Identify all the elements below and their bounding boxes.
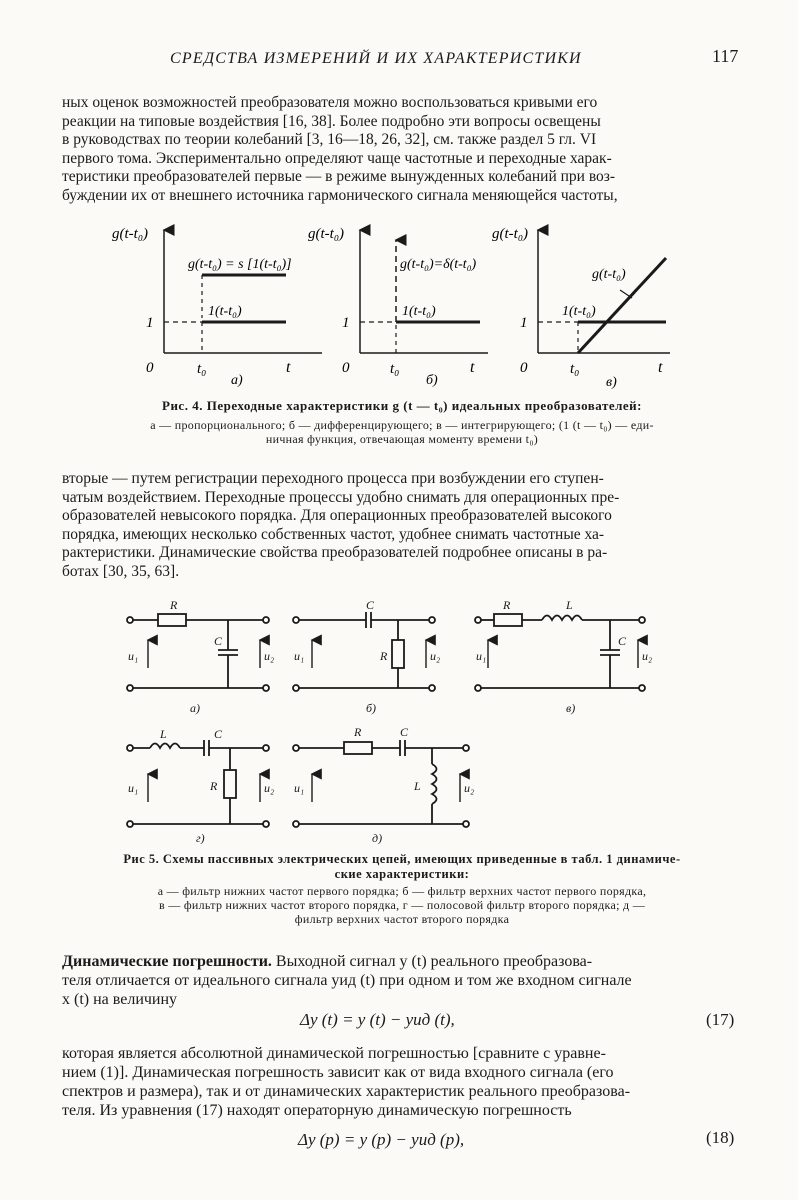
graph-c-origin: 0 — [520, 360, 528, 376]
caption-line: а — пропорционального; б — дифференцирующего; в — интегрирующего; (1 (t — t₀) — еди- — [150, 418, 654, 432]
graph-c-one-tick: 1 — [520, 315, 528, 331]
tag-c: в) — [566, 701, 576, 715]
text-line: x (t) на величину — [62, 991, 178, 1008]
text-line: порядка, имеющих несколько собственных частот, удобнее снимать частотные ха- — [62, 525, 605, 543]
graph-c-ylabel: g(t-t₀) — [492, 226, 529, 242]
graph-b-t-axis: t — [470, 359, 475, 376]
text-line: образователей невысокого порядка. Для операционных преобразователей высокого — [62, 507, 612, 525]
text-line: рактеристики. Динамические свойства преобразователей подробнее описаны в ра- — [62, 544, 608, 562]
text-line: первого тома. Экспериментально определяют чаще частотные и переходные харак- — [62, 149, 612, 167]
graph-a-one-tick: 1 — [146, 315, 154, 331]
label-C: C — [366, 598, 375, 612]
label-R: R — [354, 725, 362, 739]
graph-b-unit-label: 1(t-t₀) — [402, 304, 436, 319]
text-line: вторые — путем регистрации переходного процесса при возбуждении его ступен- — [62, 470, 604, 487]
section-heading: Динамические погрешности. — [62, 953, 272, 970]
label-R: R — [503, 598, 511, 612]
text-line-rest: Выходной сигнал y (t) реального преобразова- — [271, 953, 593, 970]
figure-5-caption-title — [62, 852, 742, 882]
tag-a: а) — [190, 701, 200, 715]
graph-c-curve-label: g(t-t₀) — [592, 267, 626, 282]
equation-18: Δy (p) = y (p) − yид (p), — [298, 1130, 465, 1149]
graph-a-t0-tick: t₀ — [197, 361, 207, 377]
transient-paragraph — [62, 470, 738, 582]
graph-b-differentiating — [308, 226, 488, 388]
figure-4-caption-text — [62, 418, 742, 446]
label-u2: u₂ — [264, 649, 275, 663]
label-u1: u₁ — [128, 781, 139, 795]
tag-e: д) — [372, 831, 383, 844]
caption-line: Рис 5. Схемы пассивных электрических цепей, имеющих приведенные в табл. 1 динамиче- — [123, 852, 681, 866]
text-line: чатым воздействием. Переходные процессы удобно снимать для операционных пре- — [62, 488, 620, 506]
caption-line: ские характеристики: — [334, 867, 470, 881]
caption-line: фильтр верхних частот второго порядка — [294, 912, 510, 926]
label-C: C — [400, 725, 409, 739]
caption-line: а — фильтр нижних частот первого порядка; б — фильтр верхних частот первого порядка, — [157, 884, 647, 898]
graph-a-ylabel: g(t-t₀) — [112, 226, 149, 242]
label-R: R — [380, 649, 388, 663]
label-L: L — [566, 598, 573, 612]
dynamic-errors-paragraph — [62, 1044, 738, 1120]
label-R: R — [210, 779, 218, 793]
label-C: C — [618, 634, 627, 648]
graph-b-tag: б) — [426, 373, 438, 388]
caption-line: в — фильтр нижних частот второго порядка, г — полосовой фильтр второго порядка; д — — [158, 898, 646, 912]
graph-c-tag: в) — [606, 375, 617, 390]
circuit-a-lowpass-rc — [127, 614, 269, 691]
graph-a-curve-label: g(t-t₀) = s [1(t-t₀)] — [188, 257, 292, 272]
label-u1: u₁ — [294, 781, 305, 795]
text-line: нием (1)]. Динамическая погрешность зависит как от вида входного сигнала (его — [62, 1064, 614, 1081]
text-line: в руководствах по теории колебаний [3, 16—18, 26, 32], см. также раздел 5 гл. VI — [62, 131, 597, 149]
label-u2: u₂ — [264, 781, 275, 795]
label-R: R — [170, 598, 178, 612]
label-L: L — [160, 727, 167, 741]
equation-18-number: (18) — [706, 1128, 735, 1147]
graph-c-integrating — [492, 226, 670, 390]
text-line: ных оценок возможностей преобразователя можно воспользоваться кривыми его — [62, 94, 598, 111]
figure-5-caption-text — [62, 884, 742, 926]
tag-d: г) — [196, 831, 205, 844]
graph-a-proportional — [112, 226, 322, 388]
text-line: теля. Из уравнения (17) находят операторную динамическую погрешность — [62, 1102, 572, 1119]
text-line: которая является абсолютной динамической погрешностью [сравните с уравне- — [62, 1045, 606, 1062]
graph-b-one-tick: 1 — [342, 315, 350, 331]
text-line: реакции на типовые воздействия [16, 38]. Более подробно эти вопросы освещены — [62, 112, 601, 130]
dynamic-errors-intro — [62, 952, 738, 1009]
graph-b-curve-label: g(t-t₀)=δ(t-t₀) — [400, 257, 477, 272]
graph-b-origin: 0 — [342, 360, 350, 376]
label-u1: u₁ — [476, 649, 487, 663]
label-u2: u₂ — [642, 649, 653, 663]
text-line: спектров и размера), так и от динамических характеристик реального преобразова- — [62, 1083, 631, 1100]
circuit-d-bandpass-lcr — [127, 740, 269, 827]
graph-c-t-axis: t — [658, 359, 663, 376]
graph-a-t-axis: t — [286, 359, 291, 376]
label-C: C — [214, 727, 223, 741]
graph-a-tag: а) — [231, 373, 243, 388]
text-line — [62, 952, 738, 971]
text-line: ботах [30, 35, 63]. — [62, 562, 180, 580]
text-line: теристики преобразователей первые — в режиме вынужденных колебаний при воз- — [62, 168, 616, 186]
equation-17-number: (17) — [706, 1010, 735, 1029]
circuit-b-highpass-cr — [293, 612, 435, 691]
circuit-e-highpass-rcl — [293, 740, 469, 827]
label-C: C — [214, 634, 223, 648]
caption-line: ничная функция, отвечающая моменту времени t₀) — [265, 432, 539, 446]
graph-b-ylabel: g(t-t₀) — [308, 226, 345, 242]
text-line: теля отличается от идеального сигнала yид (t) при одном и том же входном сигнале — [62, 972, 632, 989]
running-header: СРЕДСТВА ИЗМЕРЕНИЙ И ИХ ХАРАКТЕРИСТИКИ — [170, 50, 582, 67]
figure-4-transient-graphs — [100, 218, 700, 398]
graph-c-unit-label: 1(t-t₀) — [562, 304, 596, 319]
label-u1: u₁ — [294, 649, 305, 663]
circuit-c-lowpass-rlc — [475, 614, 645, 691]
intro-paragraph — [62, 94, 738, 206]
graph-a-origin: 0 — [146, 360, 154, 376]
figure-4-caption-title: Рис. 4. Переходные характеристики g (t — t₀) идеальных преобразователей: — [162, 398, 642, 413]
tag-b: б) — [366, 701, 377, 715]
graph-a-unit-label: 1(t-t₀) — [208, 304, 242, 319]
graph-b-t0-tick: t₀ — [390, 361, 400, 377]
text-line: буждении их от внешнего источника гармонического сигнала меняющейся частоты, — [62, 186, 618, 204]
page-number: 117 — [712, 46, 739, 66]
label-u2: u₂ — [464, 781, 475, 795]
graph-c-t0-tick: t₀ — [570, 361, 580, 377]
label-u1: u₁ — [128, 649, 139, 663]
label-u2: u₂ — [430, 649, 441, 663]
figure-5-circuit-diagrams — [110, 598, 750, 844]
equation-17: Δy (t) = y (t) − yид (t), — [300, 1010, 455, 1029]
label-L: L — [414, 779, 421, 793]
